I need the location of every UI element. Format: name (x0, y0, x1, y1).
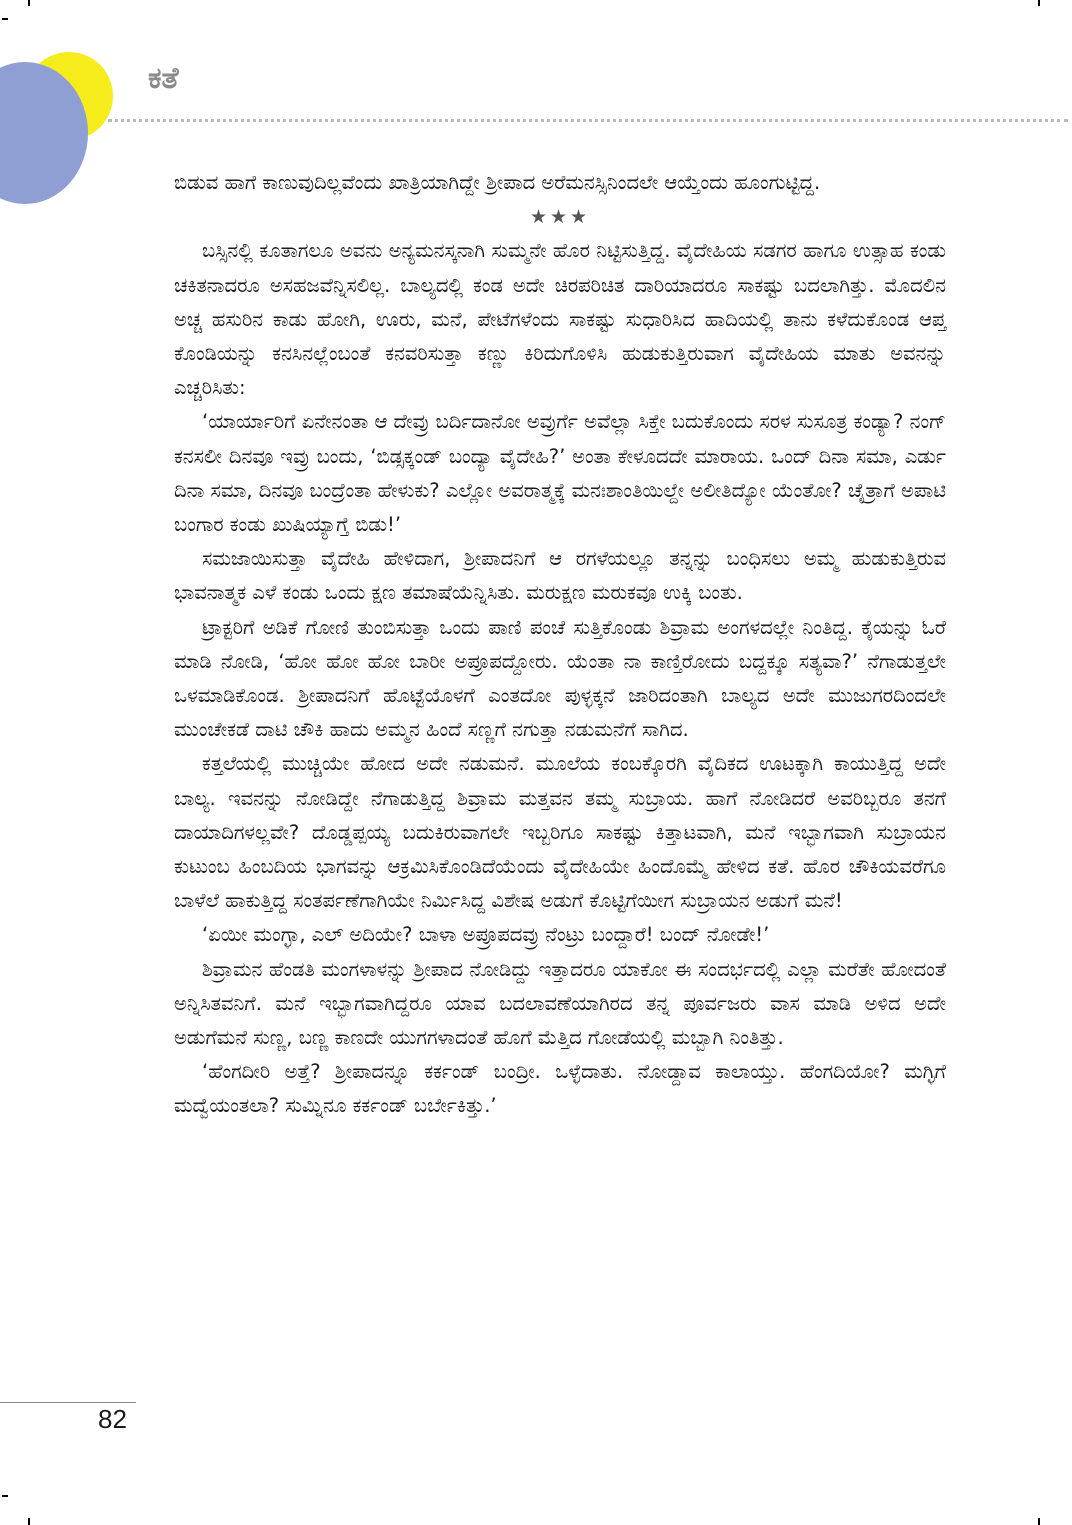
paragraph: ಬಿಡುವ ಹಾಗೆ ಕಾಣುವುದಿಲ್ಲವೆಂದು ಖಾತ್ರಿಯಾಗಿದ್ದೇ ಶ್ರೀಪಾದ ಅರೆಮನಸ್ಸಿನಿಂದಲೇ ಆಯ್ತೆಂದು ಹೂಂಗುಟ್ಟಿದ್ದ. (174, 171, 821, 194)
crop-mark (1038, 0, 1040, 6)
section-title: ಕತೆ (148, 61, 179, 96)
crop-mark (28, 0, 30, 6)
paragraph: ಸಮಜಾಯಿಸುತ್ತಾ ವೈದೇಹಿ ಹೇಳಿದಾಗ, ಶ್ರೀಪಾದನಿಗೆ ಆ ರಗಳೆಯಲ್ಲೂ ತನ್ನನ್ನು ಬಂಧಿಸಲು ಅಮ್ಮ ಹುಡುಕುತ್ತಿರುವ ಭಾವನಾತ್ಮಕ ಎಳೆ ಕಂಡು ಒಂದು ಕ್ಷಣ ತಮಾಷೆಯೆನ್ನಿಸಿತು. ಮರುಕ್ಷಣ ಮರುಕವೂ ಉಕ್ಕಿ ಬಂತು. (174, 547, 946, 605)
section-separator: ★★★ (529, 206, 591, 229)
footer-rule (0, 1402, 136, 1403)
paragraph: ಶಿವ್ರಾಮನ ಹೆಂಡತಿ ಮಂಗಳಾಳನ್ನು ಶ್ರೀಪಾದ ನೋಡಿದ್ದು ಇತ್ತಾದರೂ ಯಾಕೋ ಈ ಸಂದರ್ಭದಲ್ಲಿ ಎಲ್ಲಾ ಮರೆತೇ ಹೋದಂತೆ ಅನ್ನಿಸಿತವನಿಗೆ. ಮನೆ ಇಬ್ಭಾಗವಾಗಿದ್ದರೂ ಯಾವ ಬದಲಾವಣೆಯಾಗಿರದ ತನ್ನ ಪೂರ್ವಜರು ವಾಸ ಮಾಡಿ ಅಳಿದ ಅದೇ ಅಡುಗೆಮನೆ ಸುಣ್ಣ, ಬಣ್ಣ ಕಾಣದೇ ಯುಗಗಳಾದಂತೆ ಹೊಗೆ ಮೆತ್ತಿದ ಗೋಡೆಯಲ್ಲಿ ಮಬ್ಬಾಗಿ ನಿಂತಿತ್ತು. (174, 957, 946, 1050)
dotted-divider (108, 119, 1068, 122)
paragraph: ಟ್ರಾಕ್ಟರಿಗೆ ಅಡಿಕೆ ಗೋಣಿ ತುಂಬಿಸುತ್ತಾ ಒಂದು ಪಾಣಿ ಪಂಚೆ ಸುತ್ತಿಕೊಂಡು ಶಿವ್ರಾಮ ಅಂಗಳದಲ್ಲೇ ನಿಂತಿದ್ದ. ಕೈಯನ್ನು ಓರೆ ಮಾಡಿ ನೋಡಿ, ‘ಹೋ ಹೋ ಹೋ ಬಾರೀ ಅಪ್ರೂಪದ್ದೋರು. ಯೆಂತಾ ನಾ ಕಾಣ್ತಿರೋದು ಬದ್ದಕ್ಕೂ ಸತ್ಯವಾ?’ ನೆಗಾಡುತ್ತಲೇ ಒಳಮಾಡಿಕೊಂಡ. ಶ್ರೀಪಾದನಿಗೆ ಹೊಟ್ಟೆಯೊಳಗೆ ಎಂತದೋ ಪುಳ್ಳಕ್ಕನೆ ಜಾರಿದಂತಾಗಿ ಬಾಲ್ಯದ ಅದೇ ಮುಜುಗರದಿಂದಲೇ ಮುಂಚೇಕಡೆ ದಾಟಿ ಚೌಕಿ ಹಾದು ಅಮ್ಮನ ಹಿಂದೆ ಸಣ್ಣಗೆ ನಗುತ್ತಾ ನಡುಮನೆಗೆ ಸಾಗಿದ. (174, 615, 946, 742)
paragraph: ‘ಹೆಂಗದೀರಿ ಅತ್ತೆ? ಶ್ರೀಪಾದನ್ನೂ ಕರ್ಕಂಡ್ ಬಂದ್ರೀ. ಒಳ್ಳೆದಾತು. ನೋಡ್ದಾವ ಕಾಲಾಯ್ತು. ಹೆಂಗದಿಯೋ? ಮಗ್ಳಿಗೆ ಮದ್ವೆಯಂತಲಾ? ಸುಮ್ನಿನೂ ಕರ್ಕಂಡ್ ಬರ್ಬೇಕಿತ್ತು.’ (174, 1060, 946, 1118)
paragraph: ‘ಏಯೀ ಮಂಗ್ಳಾ, ಎಲ್ ಅದಿಯೇ? ಬಾಳಾ ಅಪ್ರೂಪದವ್ರು ನೆಂಟ್ರು ಬಂದ್ದಾರೆ! ಬಂದ್ ನೋಡೇ!’ (202, 923, 770, 947)
crop-mark (28, 1518, 30, 1525)
crop-mark (2, 18, 8, 20)
crop-mark (2, 1495, 8, 1497)
paragraph: ಬಸ್ಸಿನಲ್ಲಿ ಕೂತಾಗಲೂ ಅವನು ಅನ್ಯಮನಸ್ಕನಾಗಿ ಸುಮ್ಮನೇ ಹೊರ ನಿಟ್ಟಿಸುತ್ತಿದ್ದ. ವೈದೇಹಿಯ ಸಡಗರ ಹಾಗೂ ಉತ್ಸಾಹ ಕಂಡು ಚಕಿತನಾದರೂ ಅಸಹಜವೆನ್ನಿಸಲಿಲ್ಲ. ಬಾಲ್ಯದಲ್ಲಿ ಕಂಡ ಅದೇ ಚಿರಪರಿಚಿತ ದಾರಿಯಾದರೂ ಸಾಕಷ್ಟು ಬದಲಾಗಿತ್ತು. ಮೊದಲಿನ ಅಚ್ಚ ಹಸುರಿನ ಕಾಡು ಹೋಗಿ, ಊರು, ಮನೆ, ಪೇಟೆಗಳೆಂದು ಸಾಕಷ್ಟು ಸುಧಾರಿಸಿದ ಹಾದಿಯಲ್ಲಿ ತಾನು ಕಳೆದುಕೊಂಡ ಆಪ್ತ ಕೊಂಡಿಯನ್ನು ಕನಸಿನಲ್ಲೆಂಬಂತೆ ಕನವರಿಸುತ್ತಾ ಕಣ್ಣು ಕಿರಿದುಗೊಳಿಸಿ ಹುಡುಕುತ್ತಿರುವಾಗ ವೈದೇಹಿಯ ಮಾತು ಅವನನ್ನು ಎಚ್ಚರಿಸಿತು: (174, 239, 946, 400)
page-number: 82 (98, 1404, 127, 1434)
story-body (174, 166, 946, 1124)
crop-mark (1038, 1518, 1040, 1525)
paragraph: ‘ಯಾರ್ಯಾರಿಗೆ ಏನೇನಂತಾ ಆ ದೇವ್ರು ಬರ್ದಿದಾನೋ ಅವ್ರುರ್ಗೆ ಅವೆಲ್ಲಾ ಸಿಕ್ತೇ ಬದುಕೊಂದು ಸರಳ ಸುಸೂತ್ರ ಕಂಡ್ಯಾ? ನಂಗ್ ಕನಸಲೀ ದಿನವೂ ಇವ್ರು ಬಂದು, ‘ಬಿಡ್ಸಕ್ಕಂಡ್ ಬಂದ್ಯಾ ವೈದೇಹಿ?’ ಅಂತಾ ಕೇಳೂದದೇ ಮಾರಾಯ. ಒಂದ್ ದಿನಾ ಸಮಾ, ಎರ್ಡು ದಿನಾ ಸಮಾ, ದಿನವೂ ಬಂದ್ರೆಂತಾ ಹೇಳುಕು? ಎಲ್ಲೋ ಅವರಾತ್ಮಕ್ಕೆ ಮನಃಶಾಂತಿಯಿಲ್ದೇ ಅಲೀತಿದ್ಯೋ ಯೆಂತೋ? ಚೈತ್ರಾಗೆ ಅಪಾಟಿ ಬಂಗಾರ ಕಂಡು ಖುಷಿಯ್ಯಾಗ್ತೆ ಬಿಡು!’ (174, 410, 946, 537)
paragraph: ಕತ್ತಲೆಯಲ್ಲಿ ಮುಚ್ಚಿಯೇ ಹೋದ ಅದೇ ನಡುಮನೆ. ಮೂಲೆಯ ಕಂಬಕ್ಕೊರಗಿ ವೈದಿಕದ ಊಟಕ್ಕಾಗಿ ಕಾಯುತ್ತಿದ್ದ ಅದೇ ಬಾಲ್ಯ. ಇವನನ್ನು ನೋಡಿದ್ದೇ ನೆಗಾಡುತ್ತಿದ್ದ ಶಿವ್ರಾಮ ಮತ್ತವನ ತಮ್ಮ ಸುಬ್ರಾಯ. ಹಾಗೆ ನೋಡಿದರೆ ಅವರಿಬ್ಬರೂ ತನಗೆ ದಾಯಾದಿಗಳಲ್ಲವೇ? ದೊಡ್ಡಪ್ಪಯ್ಯ ಬದುಕಿರುವಾಗಲೇ ಇಬ್ಬರಿಗೂ ಸಾಕಷ್ಟು ಕಿತ್ತಾಟವಾಗಿ, ಮನೆ ಇಬ್ಭಾಗವಾಗಿ ಸುಬ್ರಾಯನ ಕುಟುಂಬ ಹಿಂಬದಿಯ ಭಾಗವನ್ನು ಆಕ್ರಮಿಸಿಕೊಂಡಿದೆಯೆಂದು ವೈದೇಹಿಯೇ ಹಿಂದೊಮ್ಮೆ ಹೇಳಿದ ಕತೆ. ಹೊರ ಚೌಕಿಯವರೆಗೂ ಬಾಳೆಲೆ ಹಾಕುತ್ತಿದ್ದ ಸಂತರ್ಪಣೆಗಾಗಿಯೇ ನಿರ್ಮಿಸಿದ್ದ ವಿಶೇಷ ಅಡುಗೆ ಕೊಟ್ಟಿಗೆಯೀಗ ಸುಬ್ರಾಯನ ಅಡುಗೆ ಮನೆ! (174, 752, 946, 913)
